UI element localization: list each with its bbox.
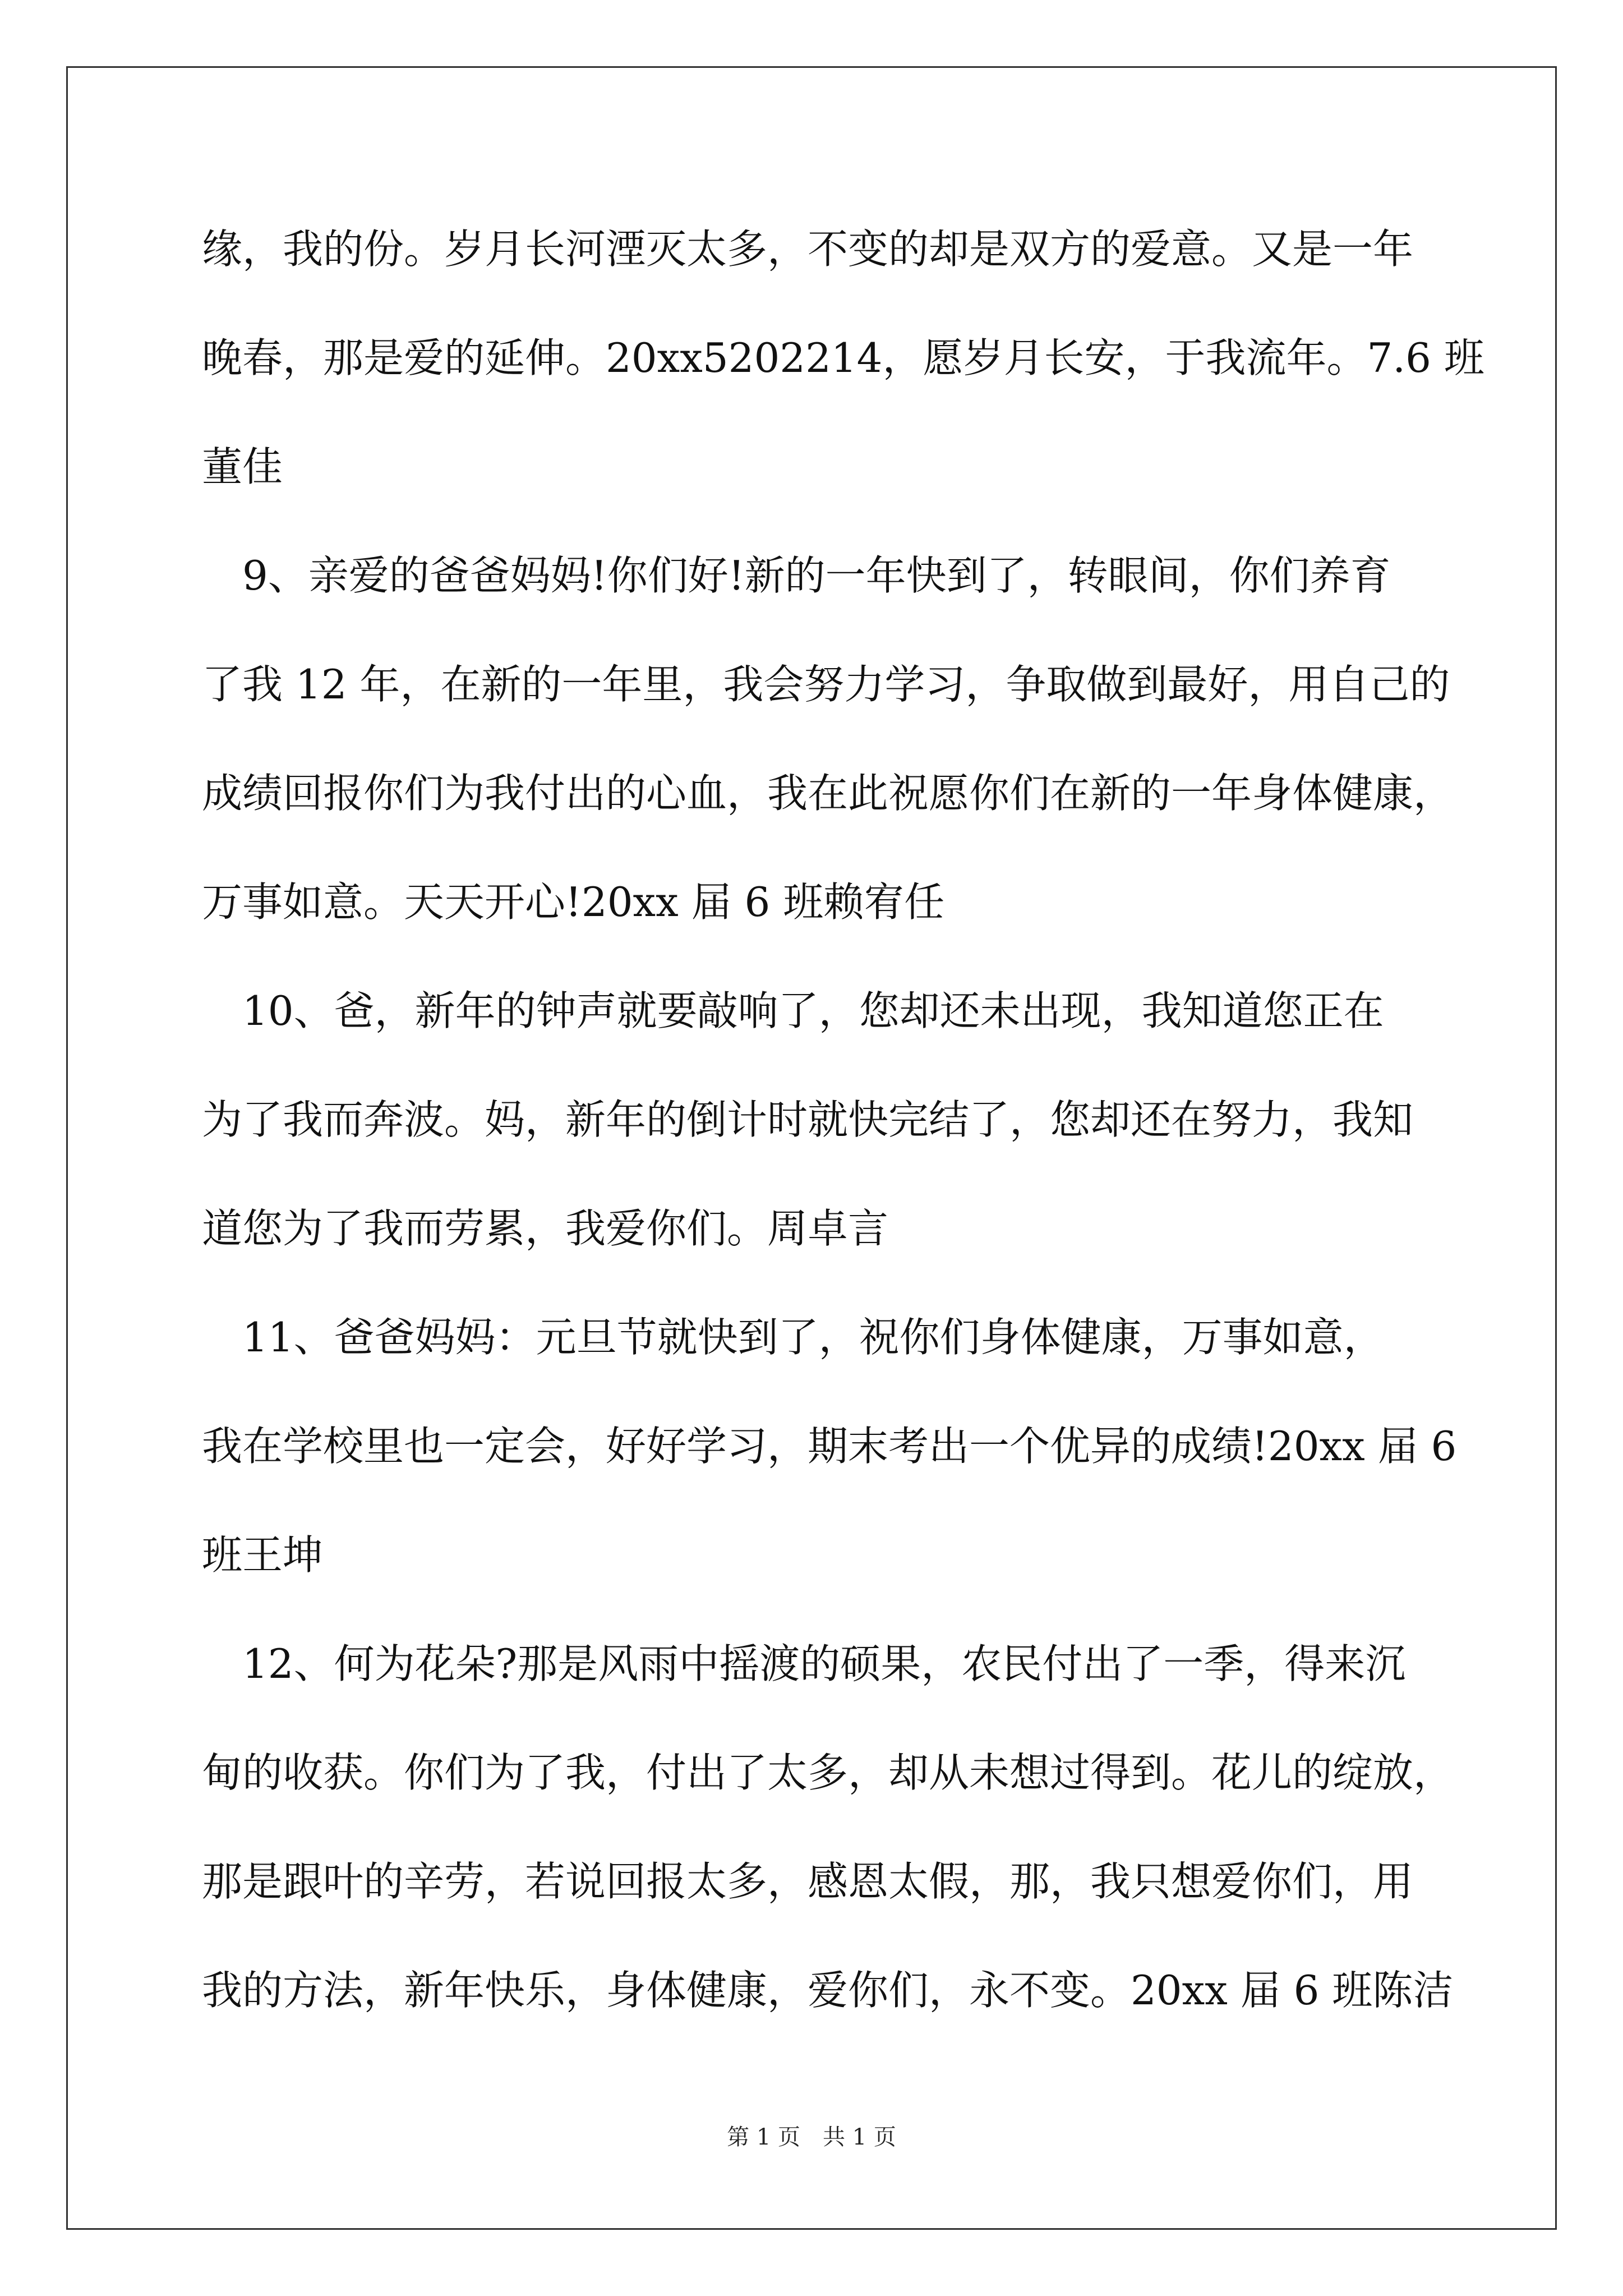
text-line: 9、亲爱的爸爸妈妈!你们好!新的一年快到了，转眼间，你们养育 — [202, 552, 1391, 599]
text-line: 班王坤 — [202, 1531, 324, 1579]
text-line: 那是跟叶的辛劳，若说回报太多，感恩太假，那，我只想爱你们，用 — [202, 1858, 1414, 1905]
text-line: 董佳 — [202, 443, 283, 490]
text-line: 晚春，那是爱的延伸。20xx5202214，愿岁月长安，于我流年。7.6 班 — [202, 334, 1484, 381]
text-line: 11、爸爸妈妈：元旦节就快到了，祝你们身体健康，万事如意， — [202, 1314, 1384, 1361]
text-line: 了我 12 年，在新的一年里，我会努力学习，争取做到最好，用自己的 — [202, 661, 1450, 708]
text-line: 缘，我的份。岁月长河湮灭太多，不变的却是双方的爱意。又是一年 — [202, 226, 1414, 273]
text-line: 甸的收获。你们为了我，付出了太多，却从未想过得到。花儿的绽放， — [202, 1749, 1454, 1796]
text-line: 为了我而奔波。妈，新年的倒计时就快完结了，您却还在努力，我知 — [202, 1096, 1414, 1143]
text-line: 12、何为花朵?那是风雨中摇渡的硕果，农民付出了一季，得来沉 — [202, 1640, 1406, 1687]
text-line: 万事如意。天天开心!20xx 届 6 班赖宥任 — [202, 878, 945, 926]
text-line: 道您为了我而劳累，我爱你们。周卓言 — [202, 1205, 889, 1252]
text-line: 我在学校里也一定会，好好学习，期末考出一个优异的成绩!20xx 届 6 — [202, 1423, 1457, 1470]
text-line: 我的方法，新年快乐，身体健康，爱你们，永不变。20xx 届 6 班陈洁 — [202, 1967, 1454, 2014]
text-line: 10、爸，新年的钟声就要敲响了，您却还未出现，我知道您正在 — [202, 987, 1384, 1034]
document-body — [202, 215, 1484, 2065]
page-number-footer: 第 1 页 共 1 页 — [727, 2124, 896, 2150]
text-line: 成绩回报你们为我付出的心血，我在此祝愿你们在新的一年身体健康， — [202, 770, 1454, 817]
